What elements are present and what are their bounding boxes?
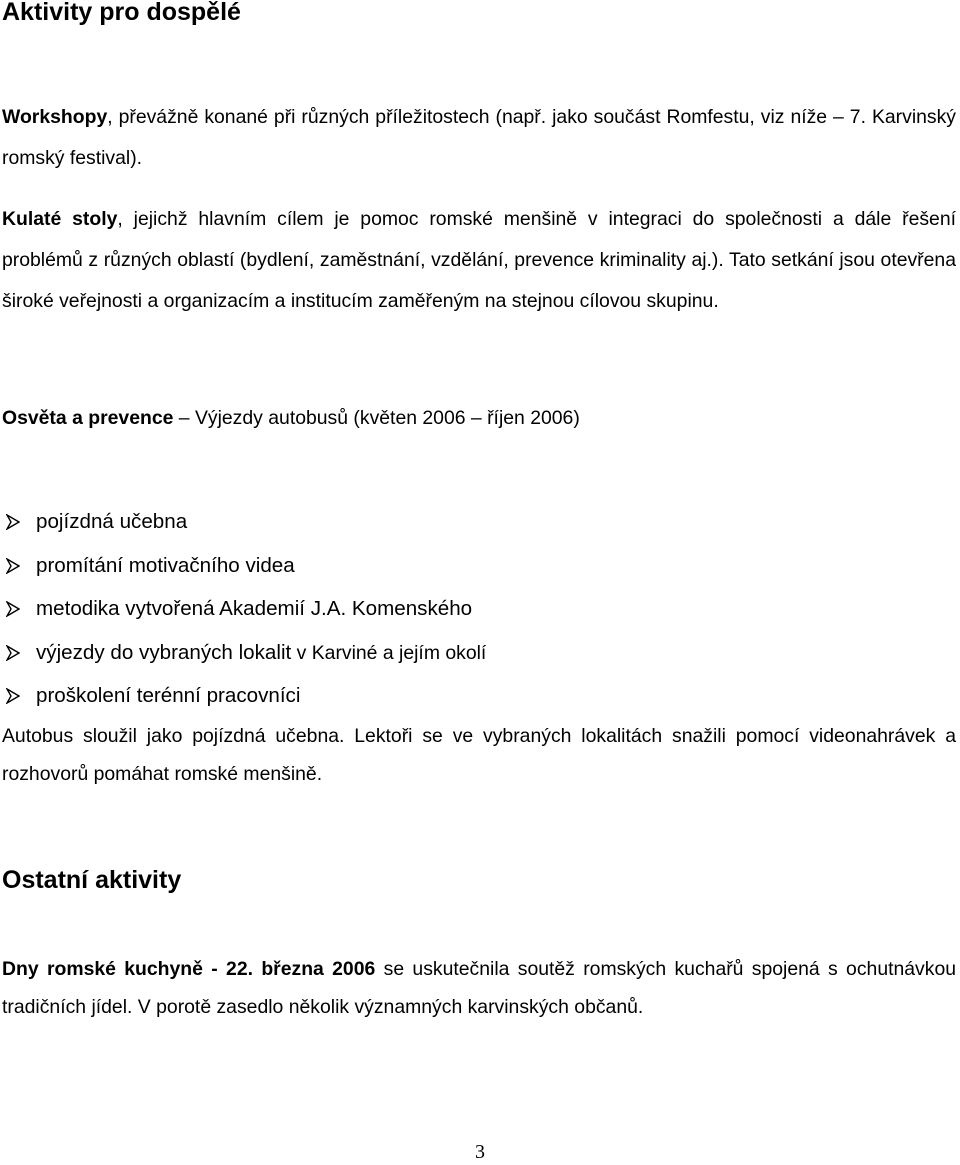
list-item-label: pojízdná učebna [36, 510, 188, 533]
arrow-bullet-icon [6, 514, 20, 530]
paragraph-text: , jejichž hlavním cílem je pomoc romské menšině v integraci do společnosti a dále řešení problémů z různých oblastí (bydlení, zaměstnání, vzdělání, prevence kriminality aj.). Tato setkání jsou otevřena široké veřejnosti a organizacím a institucím zaměřeným na stejnou cílovou skupinu. [2, 208, 956, 312]
list-item-label: výjezdy do vybraných lokalit [36, 640, 292, 664]
paragraph-text: – Výjezdy autobusů (květen 2006 – říjen 2006) [173, 407, 580, 429]
arrow-bullet-icon [6, 601, 20, 617]
paragraph-awareness [2, 404, 580, 432]
list-item [0, 506, 486, 550]
arrow-bullet-icon [6, 558, 20, 574]
term-workshops: Workshopy [2, 106, 108, 128]
activity-list [0, 506, 486, 724]
list-item [0, 550, 486, 594]
paragraph-text: , převážně konané při různých příležitostech (např. jako součást Romfestu, viz níže – 7. Karvinský romský festival). [2, 106, 956, 169]
list-item [0, 593, 486, 637]
term-round-tables: Kulaté stoly [2, 208, 118, 230]
list-item-label: proškolení terénní pracovníci [36, 684, 301, 707]
list-item-suffix: v Karviné a jejím okolí [291, 641, 487, 664]
paragraph-round-tables [2, 199, 956, 322]
list-item-label: promítání motivačního videa [36, 553, 295, 577]
term-awareness: Osvěta a prevence [2, 407, 174, 429]
paragraph-workshops [2, 97, 956, 179]
list-item-label: metodika vytvořená Akademií J.A. Komenského [36, 597, 473, 620]
list-item [0, 637, 486, 681]
page-title: Aktivity pro dospělé [2, 0, 241, 26]
section-heading: Ostatní aktivity [2, 866, 182, 894]
term-cuisine-days: Dny romské kuchyně - 22. [2, 958, 253, 980]
page-number: 3 [475, 1141, 485, 1163]
paragraph-bus: Autobus sloužil jako pojízdná učebna. Lektoři se ve vybraných lokalitách snažili pomocí videonahrávek a rozhovorů pomáhat romské menšině. [2, 725, 956, 785]
term-date: března 2006 [261, 958, 376, 980]
arrow-bullet-icon [6, 645, 20, 661]
paragraph-cuisine [2, 950, 956, 1026]
paragraph-text: se uskutečnila soutěž romských kuchařů spojená s ochutnávkou tradičních jídel. V porotě zasedlo několik významných karvinských občanů. [2, 958, 957, 1018]
arrow-bullet-icon [6, 688, 20, 704]
